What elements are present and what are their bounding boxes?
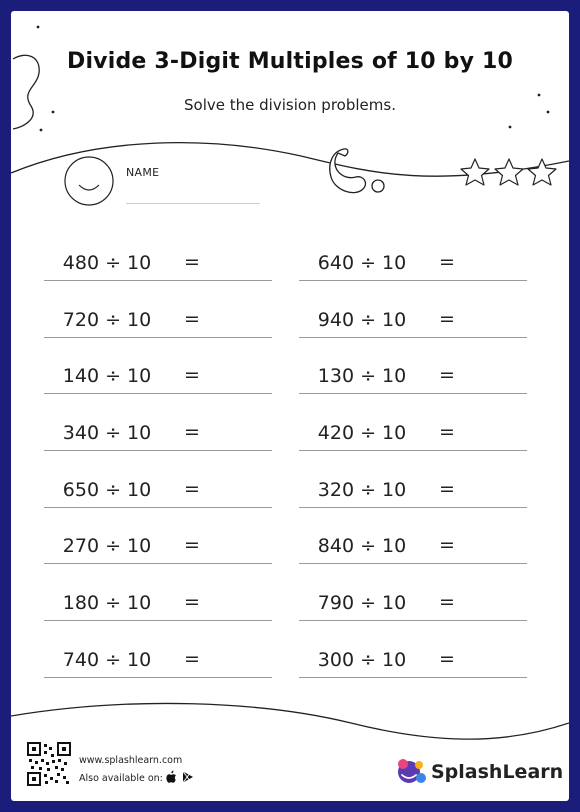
problem-expression: 720 ÷ 10 [62, 309, 152, 331]
problem-grid [11, 11, 569, 801]
worksheet-title: Divide 3-Digit Multiples of 10 by 10 [66, 49, 514, 74]
problem-expression: 300 ÷ 10 [317, 649, 407, 671]
equals-sign: = [439, 478, 455, 500]
equals-sign: = [184, 591, 200, 613]
equals-sign: = [439, 421, 455, 443]
brand-name: SplashLearn [431, 761, 564, 783]
problem-expression: 180 ÷ 10 [62, 592, 152, 614]
problem-row[interactable] [44, 353, 272, 394]
problem-row[interactable] [44, 523, 272, 564]
problem-row[interactable] [299, 580, 527, 621]
website-link[interactable]: www.splashlearn.com [79, 755, 183, 766]
problem-expression: 420 ÷ 10 [317, 422, 407, 444]
play-store-icon [183, 772, 193, 783]
problem-expression: 480 ÷ 10 [62, 252, 152, 274]
equals-sign: = [439, 364, 455, 386]
problem-row[interactable] [299, 467, 527, 508]
problem-row[interactable] [299, 240, 527, 281]
worksheet-page [11, 11, 569, 801]
equals-sign: = [184, 364, 200, 386]
equals-sign: = [184, 251, 200, 273]
problem-expression: 650 ÷ 10 [62, 479, 152, 501]
problem-expression: 270 ÷ 10 [62, 535, 152, 557]
problem-expression: 840 ÷ 10 [317, 535, 407, 557]
available-on-label: Also available on: [79, 773, 163, 784]
problem-row[interactable] [44, 297, 272, 338]
name-label: NAME [126, 166, 160, 179]
equals-sign: = [439, 591, 455, 613]
problem-row[interactable] [44, 580, 272, 621]
equals-sign: = [184, 478, 200, 500]
problem-expression: 130 ÷ 10 [317, 365, 407, 387]
problem-row[interactable] [299, 353, 527, 394]
problem-expression: 320 ÷ 10 [317, 479, 407, 501]
problem-expression: 790 ÷ 10 [317, 592, 407, 614]
qr-code-icon[interactable] [27, 742, 71, 786]
apple-icon [166, 771, 176, 783]
problem-expression: 340 ÷ 10 [62, 422, 152, 444]
equals-sign: = [184, 421, 200, 443]
equals-sign: = [184, 534, 200, 556]
equals-sign: = [439, 251, 455, 273]
equals-sign: = [184, 648, 200, 670]
problem-expression: 940 ÷ 10 [317, 309, 407, 331]
equals-sign: = [439, 648, 455, 670]
problem-row[interactable] [44, 467, 272, 508]
app-store-icons [166, 770, 196, 784]
problem-row[interactable] [299, 297, 527, 338]
problem-row[interactable] [44, 240, 272, 281]
equals-sign: = [184, 308, 200, 330]
equals-sign: = [439, 308, 455, 330]
problem-row[interactable] [299, 410, 527, 451]
problem-row[interactable] [44, 637, 272, 678]
worksheet-subtitle: Solve the division problems. [184, 96, 396, 114]
problem-expression: 740 ÷ 10 [62, 649, 152, 671]
problem-expression: 640 ÷ 10 [317, 252, 407, 274]
splashlearn-logo-icon[interactable] [395, 756, 429, 786]
problem-row[interactable] [299, 523, 527, 564]
problem-expression: 140 ÷ 10 [62, 365, 152, 387]
problem-row[interactable] [299, 637, 527, 678]
problem-row[interactable] [44, 410, 272, 451]
equals-sign: = [439, 534, 455, 556]
